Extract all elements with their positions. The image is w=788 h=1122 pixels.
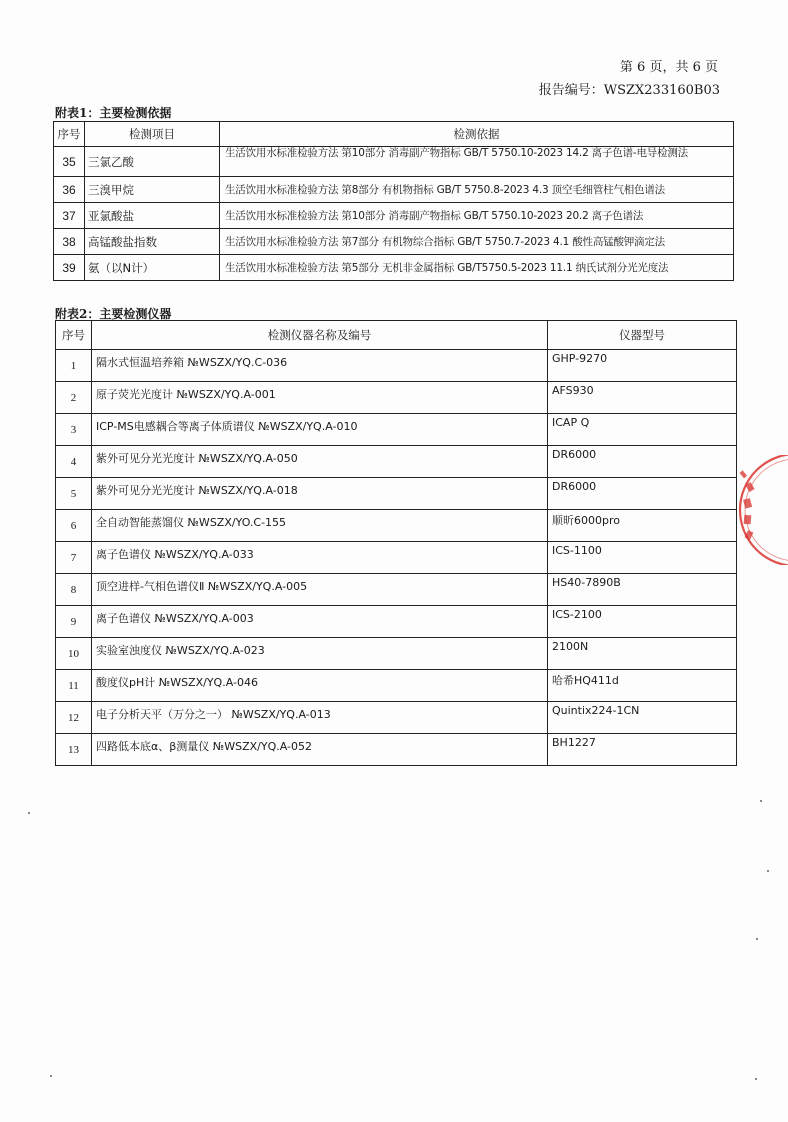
row-seq: 12 bbox=[56, 702, 92, 734]
row-model: ICS-1100 bbox=[548, 542, 737, 574]
row-model: 2100N bbox=[548, 638, 737, 670]
row-model: 顺昕6000pro bbox=[548, 510, 737, 542]
scan-speck bbox=[756, 938, 758, 940]
table-row bbox=[56, 702, 737, 734]
col-header-seq: 序号 bbox=[54, 122, 85, 147]
row-seq: 11 bbox=[56, 670, 92, 702]
table-header-row bbox=[54, 122, 734, 147]
row-seq: 9 bbox=[56, 606, 92, 638]
row-instrument: 原子荧光光度计 №WSZX/YQ.A-001 bbox=[92, 382, 548, 414]
scan-speck bbox=[755, 1078, 757, 1080]
table2-caption: 附表2：主要检测仪器 bbox=[55, 307, 172, 321]
row-basis: 生活饮用水标准检验方法 第7部分 有机物综合指标 GB/T 5750.7-2023 4.1 酸性高锰酸钾滴定法 bbox=[220, 229, 734, 255]
table-row bbox=[56, 638, 737, 670]
row-basis: 生活饮用水标准检验方法 第5部分 无机非金属指标 GB/T5750.5-2023 11.1 纳氏试剂分光光度法 bbox=[220, 255, 734, 281]
row-instrument: ICP-MS电感耦合等离子体质谱仪 №WSZX/YQ.A-010 bbox=[92, 414, 548, 446]
row-instrument: 紫外可见分光光度计 №WSZX/YQ.A-018 bbox=[92, 478, 548, 510]
table-row bbox=[56, 478, 737, 510]
inspection-seal bbox=[728, 455, 788, 565]
row-seq: 1 bbox=[56, 350, 92, 382]
scan-speck bbox=[767, 870, 769, 872]
table-row bbox=[54, 203, 734, 229]
row-seq: 39 bbox=[54, 255, 85, 281]
row-model: GHP-9270 bbox=[548, 350, 737, 382]
table-row bbox=[56, 446, 737, 478]
row-instrument: 离子色谱仪 №WSZX/YQ.A-003 bbox=[92, 606, 548, 638]
row-item: 亚氯酸盐 bbox=[85, 203, 220, 229]
row-model: AFS930 bbox=[548, 382, 737, 414]
table-row bbox=[56, 414, 737, 446]
table-row bbox=[56, 734, 737, 766]
row-item: 高锰酸盐指数 bbox=[85, 229, 220, 255]
row-basis: 生活饮用水标准检验方法 第8部分 有机物指标 GB/T 5750.8-2023 4.3 顶空毛细管柱气相色谱法 bbox=[220, 177, 734, 203]
row-seq: 5 bbox=[56, 478, 92, 510]
row-seq: 13 bbox=[56, 734, 92, 766]
scan-speck bbox=[760, 800, 762, 802]
col-header-model: 仪器型号 bbox=[548, 321, 737, 350]
detection-basis-table bbox=[53, 121, 734, 281]
row-seq: 36 bbox=[54, 177, 85, 203]
row-model: Quintix224-1CN bbox=[548, 702, 737, 734]
row-model: DR6000 bbox=[548, 446, 737, 478]
col-header-basis: 检测依据 bbox=[220, 122, 734, 147]
instrument-table bbox=[55, 320, 737, 766]
table-header-row bbox=[56, 321, 737, 350]
row-model: HS40-7890B bbox=[548, 574, 737, 606]
page-number: 第 6 页，共 6 页 bbox=[619, 60, 718, 75]
report-number: 报告编号：WSZX233160B03 bbox=[538, 83, 720, 98]
row-seq: 35 bbox=[54, 147, 85, 177]
row-instrument: 离子色谱仪 №WSZX/YQ.A-033 bbox=[92, 542, 548, 574]
col-header-seq: 序号 bbox=[56, 321, 92, 350]
row-instrument: 四路低本底α、β测量仪 №WSZX/YQ.A-052 bbox=[92, 734, 548, 766]
row-item: 三氯乙酸 bbox=[85, 147, 220, 177]
row-instrument: 隔水式恒温培养箱 №WSZX/YQ.C-036 bbox=[92, 350, 548, 382]
row-model: BH1227 bbox=[548, 734, 737, 766]
seal-ring bbox=[740, 455, 788, 565]
table-row bbox=[56, 606, 737, 638]
col-header-instrument: 检测仪器名称及编号 bbox=[92, 321, 548, 350]
row-model: ICS-2100 bbox=[548, 606, 737, 638]
row-seq: 2 bbox=[56, 382, 92, 414]
col-header-item: 检测项目 bbox=[85, 122, 220, 147]
table-row bbox=[56, 350, 737, 382]
row-seq: 6 bbox=[56, 510, 92, 542]
row-seq: 37 bbox=[54, 203, 85, 229]
row-item: 氨（以N计） bbox=[85, 255, 220, 281]
row-model: 哈希HQ411d bbox=[548, 670, 737, 702]
row-instrument: 实验室浊度仪 №WSZX/YQ.A-023 bbox=[92, 638, 548, 670]
row-basis: 生活饮用水标准检验方法 第10部分 消毒副产物指标 GB/T 5750.10-2023 14.2 离子色谱-电导检测法 bbox=[220, 147, 734, 177]
table-row bbox=[56, 670, 737, 702]
row-seq: 7 bbox=[56, 542, 92, 574]
table-row bbox=[54, 147, 734, 177]
row-seq: 10 bbox=[56, 638, 92, 670]
row-model: ICAP Q bbox=[548, 414, 737, 446]
row-instrument: 全自动智能蒸馏仪 №WSZX/YO.C-155 bbox=[92, 510, 548, 542]
row-basis: 生活饮用水标准检验方法 第10部分 消毒副产物指标 GB/T 5750.10-2023 20.2 离子色谱法 bbox=[220, 203, 734, 229]
table-row bbox=[54, 177, 734, 203]
table-row bbox=[54, 255, 734, 281]
table-row bbox=[56, 542, 737, 574]
table-row bbox=[56, 382, 737, 414]
scan-speck bbox=[28, 812, 30, 814]
row-seq: 4 bbox=[56, 446, 92, 478]
table-row bbox=[56, 510, 737, 542]
row-instrument: 紫外可见分光光度计 №WSZX/YQ.A-050 bbox=[92, 446, 548, 478]
row-item: 三溴甲烷 bbox=[85, 177, 220, 203]
table1-caption: 附表1：主要检测依据 bbox=[55, 106, 172, 120]
row-seq: 3 bbox=[56, 414, 92, 446]
row-instrument: 顶空进样-气相色谱仪Ⅱ №WSZX/YQ.A-005 bbox=[92, 574, 548, 606]
table-row bbox=[56, 574, 737, 606]
row-seq: 38 bbox=[54, 229, 85, 255]
scan-speck bbox=[50, 1075, 52, 1077]
table-row bbox=[54, 229, 734, 255]
row-instrument: 酸度仪pH计 №WSZX/YQ.A-046 bbox=[92, 670, 548, 702]
row-seq: 8 bbox=[56, 574, 92, 606]
row-model: DR6000 bbox=[548, 478, 737, 510]
row-instrument: 电子分析天平（万分之一） №WSZX/YQ.A-013 bbox=[92, 702, 548, 734]
